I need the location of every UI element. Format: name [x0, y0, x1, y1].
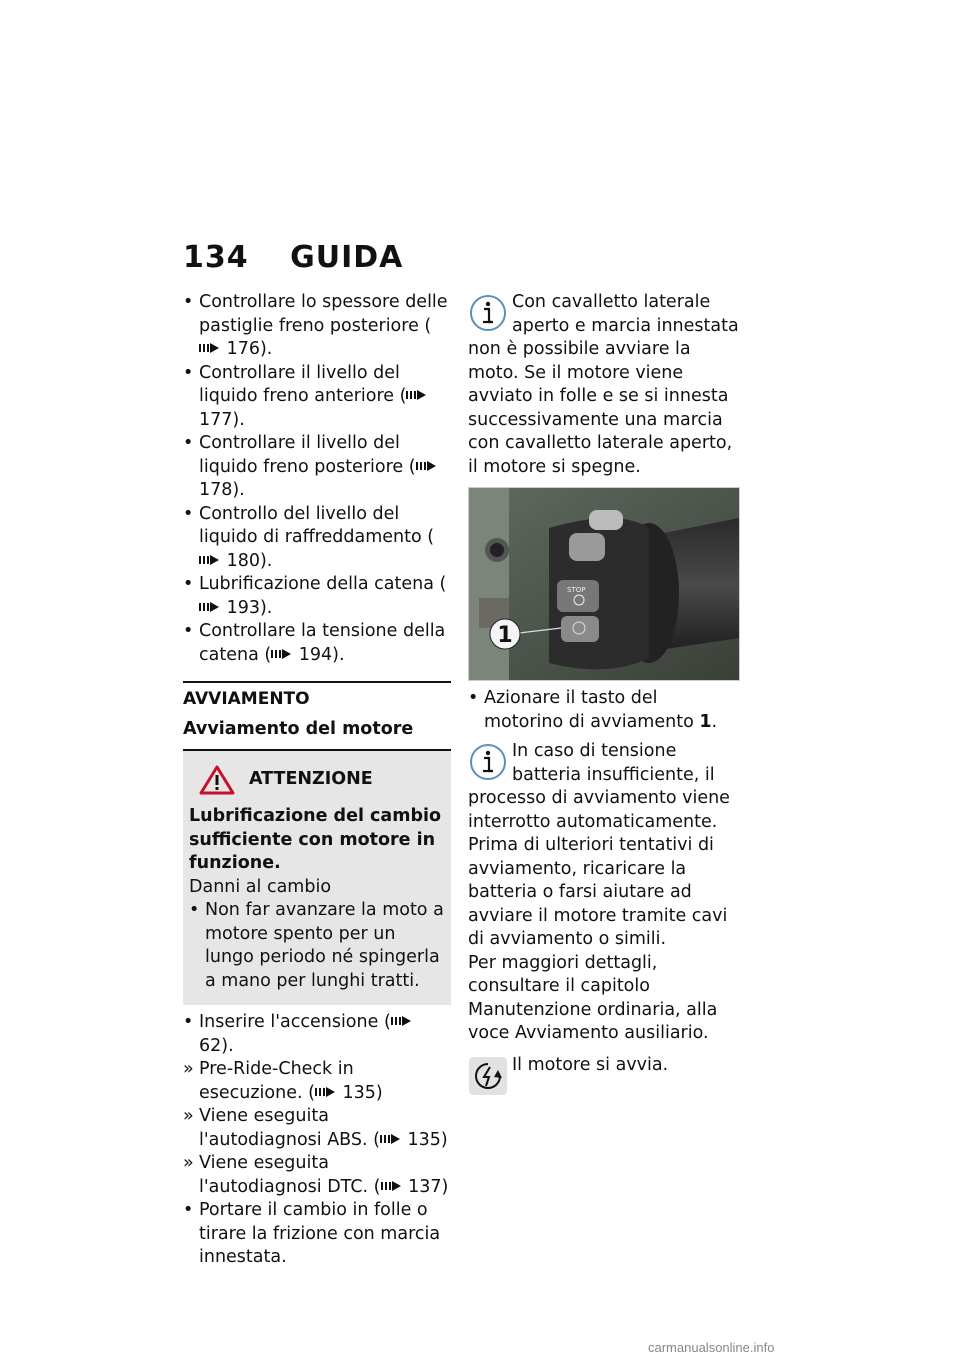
list-item: • Controllare lo spessore delle pastiglie freno posteriore ( 176).	[183, 292, 448, 359]
watermark: carmanualsonline.info	[648, 1340, 775, 1355]
info-icon	[468, 293, 508, 333]
warning-box	[183, 749, 451, 1005]
list-item: • Non far avanzare la moto a motore spento per un lungo periodo né spingerla a mano per lunghi tratti.	[189, 900, 444, 991]
left-column	[183, 291, 451, 1270]
page-ref-arrow-icon	[199, 601, 221, 613]
result-icon	[468, 1056, 508, 1096]
right-column	[468, 291, 740, 1096]
list-item: • Controllo del livello del liquido di raffreddamento ( 180).	[183, 503, 435, 571]
page-ref-arrow-icon	[315, 1086, 337, 1098]
warning-triangle-icon	[199, 765, 235, 795]
page-ref-arrow-icon	[416, 460, 438, 472]
list-item: • Lubrificazione della catena ( 193).	[183, 574, 447, 618]
chapter-title: GUIDA	[290, 240, 404, 275]
checks-list	[183, 291, 451, 667]
list-item: • Controllare il livello del liquido freno anteriore ( 177).	[183, 362, 451, 433]
list-item: • Azionare il tasto del motorino di avviamento 1.	[468, 688, 718, 732]
list-item: • Portare il cambio in folle o tirare la frizione con marcia innestata.	[183, 1200, 441, 1267]
info-note	[468, 740, 740, 952]
subsection-title: Avviamento del motore	[183, 718, 414, 739]
page-ref-arrow-icon	[380, 1133, 402, 1145]
page-header	[183, 240, 403, 275]
info-note	[468, 291, 740, 479]
result-text: Il motore si avvia.	[512, 1054, 669, 1075]
list-item: » Viene eseguita l'autodiagnosi ABS. ( 135)	[183, 1106, 448, 1150]
callout-1: 1	[497, 623, 513, 648]
list-item: • Inserire l'accensione ( 62).	[183, 1011, 451, 1058]
warning-consequence: Danni al cambio	[189, 876, 332, 897]
page-ref-arrow-icon	[391, 1015, 413, 1027]
stop-label: STOP	[567, 586, 586, 594]
warning-label: ATTENZIONE	[249, 769, 373, 790]
info-icon	[468, 742, 508, 782]
page-ref-arrow-icon	[271, 648, 293, 660]
action-list	[468, 687, 740, 734]
page-number: 134	[183, 240, 249, 275]
info-more: Per maggiori dettagli, consultare il capitolo Manutenzione ordinaria, alla voce Avviamento ausiliario.	[468, 952, 718, 1043]
info-text: In caso di tensione batteria insufficiente, il processo di avviamento viene interrotto automaticamente. Prima di ulteriori tentativi di avviamento, ricaricare la batteria o farsi aiutare ad avviare il motore tramite cavi di avviamento o simili.	[468, 741, 730, 949]
handlebar-switch-photo	[468, 487, 740, 681]
result-note	[468, 1054, 740, 1078]
section-title: AVVIAMENTO	[183, 681, 451, 712]
list-item: » Viene eseguita l'autodiagnosi DTC. ( 137)	[183, 1153, 449, 1197]
list-item: • Controllare la tensione della catena ( 194).	[183, 621, 446, 665]
page-ref-arrow-icon	[406, 389, 428, 401]
steps-list	[183, 1011, 451, 1270]
page-ref-arrow-icon	[381, 1180, 403, 1192]
warning-list	[189, 899, 445, 993]
warning-statement: Lubrificazione del cambio sufficiente con motore in funzione.	[189, 806, 441, 873]
list-item: » Pre-Ride-Check in esecuzione. ( 135)	[183, 1059, 383, 1103]
info-text: Con cavalletto laterale aperto e marcia innestata non è possibile avviare la moto. Se il motore viene avviato in folle e se si innesta successivamente una marcia con cavalletto laterale aperto, il motore si spegne.	[468, 292, 739, 477]
list-item: • Controllare il livello del liquido freno posteriore ( 178).	[183, 432, 451, 503]
warning-header	[199, 765, 445, 795]
page-ref-arrow-icon	[199, 342, 221, 354]
page-ref-arrow-icon	[199, 554, 221, 566]
